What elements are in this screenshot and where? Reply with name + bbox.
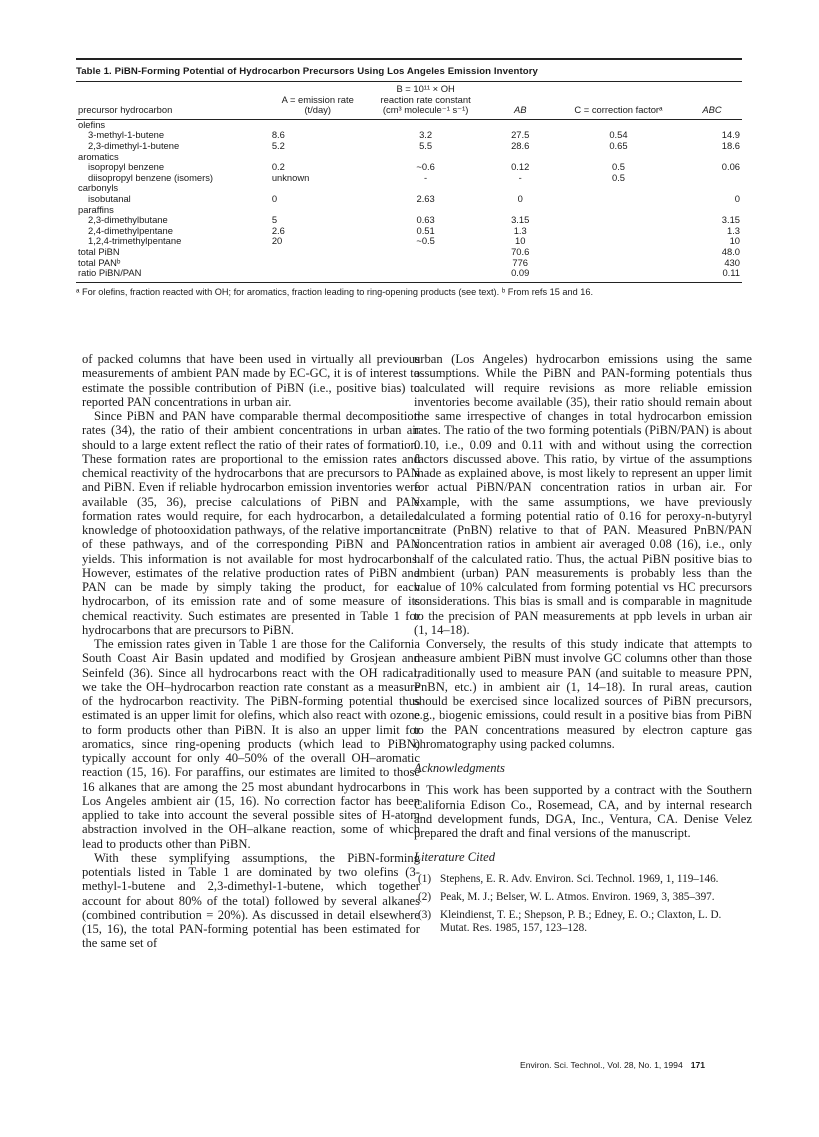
table-row (76, 258, 742, 269)
table-rows (76, 119, 742, 278)
header-b-line1: B = 10¹¹ × OH (396, 83, 455, 94)
cell-precursor: paraffins (78, 203, 114, 215)
table-row (76, 152, 742, 163)
cell-correction-factor (555, 183, 682, 194)
cell-precursor: 2,3-dimethyl-1-butene (88, 139, 180, 151)
cell-emission-rate (270, 183, 366, 194)
table-row (76, 183, 742, 194)
page-number: 171 (690, 1060, 706, 1070)
cell-ab: 10 (514, 235, 526, 247)
cell-emission-rate: 8.6 (271, 129, 285, 141)
left-column (82, 352, 420, 951)
header-correction-factor: C = correction factorᵃ (555, 82, 682, 119)
table-row (76, 247, 742, 258)
cell-emission-rate: 2.6 (271, 224, 285, 236)
cell-correction-factor (555, 226, 682, 237)
cell-abc (682, 183, 742, 194)
cell-abc: 18.6 (721, 139, 740, 151)
cell-ab: 776 (512, 256, 529, 268)
cell-abc: 0 (734, 192, 740, 204)
header-a-line2: (t/day) (304, 104, 332, 116)
cell-emission-rate: unknown (271, 171, 310, 183)
reference-list (414, 873, 752, 935)
journal-footer (520, 1060, 705, 1070)
cell-rate-constant: 2.63 (416, 192, 435, 204)
header-ab: AB (486, 82, 555, 119)
cell-rate-constant: ~0.6 (416, 161, 435, 173)
cell-correction-factor (555, 247, 682, 258)
cell-correction-factor (555, 194, 682, 205)
table-body (76, 82, 742, 279)
cell-correction-factor (555, 236, 682, 247)
cell-abc: 1.3 (726, 224, 740, 236)
header-b-line2: reaction rate constant (380, 93, 471, 105)
cell-ab: 1.3 (513, 224, 527, 236)
table-row (76, 205, 742, 216)
cell-correction-factor: 0.54 (609, 129, 628, 141)
cell-ab: 27.5 (511, 129, 530, 141)
cell-precursor: isobutanal (88, 192, 131, 204)
cell-precursor: total PANᵇ (78, 256, 121, 268)
left-paragraph-4: With these symplifying assumptions, the PiBN-forming potentials listed in Table 1 are dominated by two olefins (3-methyl-1-butene and 2,3-dimethyl-1-butene, which together account for about 80% of the total) followed by several alkanes (combined contribution = 20%). As discussed in detail elsewhere (15, 16), the total PAN-forming potential has been estimated for the same set of (82, 850, 420, 951)
right-column (414, 352, 752, 940)
table-row (76, 236, 742, 247)
reference-item (414, 891, 752, 904)
cell-ab: 3.15 (511, 214, 530, 226)
table-row (76, 119, 742, 130)
cell-abc: 0.06 (721, 161, 740, 173)
literature-heading: Literature Cited (414, 850, 496, 865)
cell-precursor: diisopropyl benzene (isomers) (88, 171, 214, 183)
cell-emission-rate (270, 268, 366, 279)
header-a-line1: A = emission rate (281, 93, 354, 105)
cell-abc: 48.0 (721, 245, 740, 257)
acknowledgments-text: This work has been supported by a contract with the Southern California Edison Co., Rosemead, CA, and by internal research and development funds, DGA, Inc., Ventura, CA. Denise Velez prepared the draft and final versions of the manuscript. (414, 783, 752, 840)
header-b-line3: (cm³ molecule⁻¹ s⁻¹) (382, 104, 469, 116)
cell-emission-rate: 0 (271, 192, 278, 204)
reference-item (414, 909, 752, 935)
header-abc: ABC (682, 82, 742, 119)
cell-rate-constant (366, 247, 486, 258)
header-emission-rate (270, 82, 366, 119)
cell-ab: 28.6 (511, 139, 530, 151)
cell-emission-rate: 20 (271, 235, 283, 247)
table-header-row (76, 82, 742, 119)
left-paragraph-3: The emission rates given in Table 1 are those for the California South Coast Air Basin updated and modified by Grosjean and Seinfeld (36). Since all hydrocarbons react with the OH radical, we take the OH–hydrocarbon reaction rate constant as a measure of the hydrocarbon reactivity. The PiBN-forming potential thus estimated is an upper limit for olefins, which also react with ozone to form products other than PiBN. It is also an upper limit for aromatics, since ring-opening products (which lead to PiBN) typically account for only 40–50% of the overall OH–aromatic reaction (15, 16). For paraffins, our estimates are limited to those 16 alkanes that are among the 25 most abundant hydrocarbons in Los Angeles ambient air (15, 16). No correction factor has been applied to take into account the several possible sites of H-atom abstraction involved in the OH–alkane reaction, some of which lead to products other than PiBN. (82, 637, 420, 851)
cell-rate-constant (366, 258, 486, 269)
table-1 (76, 58, 742, 297)
header-rate-constant (366, 82, 486, 119)
cell-ab: 70.6 (511, 245, 530, 257)
cell-abc: 3.15 (721, 214, 740, 226)
cell-precursor: carbonyls (78, 182, 119, 194)
cell-precursor: 2,4-dimethylpentane (88, 224, 173, 236)
cell-abc: 10 (729, 235, 740, 247)
table-row (76, 194, 742, 205)
cell-emission-rate (270, 258, 366, 269)
cell-precursor: 1,2,4-trimethylpentane (88, 235, 182, 247)
cell-correction-factor (555, 268, 682, 279)
reference-text: Kleindienst, T. E.; Shepson, P. B.; Edney, E. O.; Claxton, L. D. Mutat. Res. 1985, 157, 123–128. (440, 908, 722, 934)
cell-precursor: aromatics (78, 150, 119, 162)
cell-emission-rate (270, 247, 366, 258)
cell-correction-factor: 0.5 (611, 171, 625, 183)
reference-text: Peak, M. J.; Belser, W. L. Atmos. Environ. 1969, 3, 385–397. (440, 890, 715, 903)
left-paragraph-1: of packed columns that have been used in virtually all previous measurements of ambient PAN made by EC-GC, it is of interest to estimate the possible contribution of PiBN (i.e., positive bias) to reported PAN concentrations in urban air. (82, 352, 420, 409)
cell-emission-rate: 5 (271, 214, 278, 226)
cell-ab: - (518, 171, 522, 183)
table-footnote: ᵃ For olefins, fraction reacted with OH; for aromatics, fraction leading to ring-opening products (see text). ᵇ From refs 15 and 16. (76, 282, 742, 297)
cell-rate-constant (366, 268, 486, 279)
cell-abc: 0.11 (722, 267, 740, 279)
cell-rate-constant: 0.51 (416, 224, 435, 236)
acknowledgments-heading: Acknowledgments (414, 761, 505, 775)
right-paragraph-1: urban (Los Angeles) hydrocarbon emissions using the same assumptions. While the PiBN and PAN-forming potentials thus calculated will require revisions as more reliable emission inventories become available (35), their ratio should remain about the same irrespective of changes in total hydrocarbon emission rates. The ratio of the two forming potentials (PiBN/PAN) is about 0.10, i.e., 0.09 and 0.11 with and without using the correction factors discussed above. This ratio, by virtue of the assumptions made as explained above, is most likely to represent an upper limit for actual PiBN/PAN concentration ratios in urban air. For example, with the same assumptions, we have previously calculated a forming potential ratio of 0.16 for peroxy-n-butyryl nitrate (PnBN) relative to that of PAN. Measured PnBN/PAN concentration ratios in ambient air averaged 0.08 (16), i.e., only half of the calculated ratio. Thus, the actual PiBN positive bias to ambient (urban) PAN measurements is probably less than the value of 10% calculated from forming potential vs HC precursors considerations. This bias is small and is comparable in magnitude to the precision of PAN measurements at ppb levels in urban air (1, 14–18). (414, 352, 752, 637)
table-row (76, 268, 742, 279)
cell-emission-rate (270, 205, 366, 216)
cell-correction-factor (555, 258, 682, 269)
cell-emission-rate: 5.2 (271, 139, 285, 151)
cell-precursor: total PiBN (78, 245, 120, 257)
cell-emission-rate: 0.2 (271, 161, 285, 173)
reference-number: (3) (418, 908, 432, 921)
reference-number: (1) (418, 872, 432, 885)
right-paragraph-2: Conversely, the results of this study indicate that attempts to measure ambient PiBN must involve GC columns other than those traditionally used to measure PAN (and suitable to measure PPN, PnBN, etc.) in ambient air (1, 14–18). In rural areas, caution should be exercised since localized sources of PiBN precursors, e.g., biogenic emissions, could result in a positive bias from PiBN to the PAN concentrations measured by electron capture gas chromatography using packed columns. (414, 637, 752, 751)
table-row (76, 215, 742, 226)
cell-correction-factor: 0.5 (611, 161, 625, 173)
cell-rate-constant: 0.63 (416, 214, 435, 226)
cell-precursor: 3-methyl-1-butene (88, 129, 165, 141)
cell-precursor: olefins (78, 118, 106, 130)
cell-ab: 0.12 (511, 161, 530, 173)
cell-abc: 430 (724, 256, 740, 268)
cell-ab: 0.09 (511, 267, 530, 279)
left-paragraph-2: Since PiBN and PAN have comparable thermal decomposition rates (34), the ratio of their ambient concentrations in urban air should to a large extent reflect the ratio of their rates of formation. These formation rates are proportional to the emission rates and chemical reactivity of the hydrocarbons that are precursors to PAN and PiBN. Even if reliable hydrocarbon emission inventories were available (35, 36), precise calculations of PiBN and PAN formation rates would require, for each hydrocarbon, a detailed knowledge of photooxidation pathways, of the relative importance of these pathways, and of the corresponding PiBN and PAN yields. This information is not available for most hydrocarbons. However, estimates of the relative production rates of PiBN and PAN can be made by simply taking the product, for each hydrocarbon, of its emission rate and of some measure of its chemical reactivity. Such estimates are presented in Table 1 for hydrocarbons that are precursors to PiBN. (82, 409, 420, 637)
table-top-rule (76, 58, 742, 60)
cell-rate-constant: 3.2 (419, 129, 433, 141)
cell-ab: 0 (517, 192, 523, 204)
cell-precursor: ratio PiBN/PAN (78, 267, 142, 279)
cell-rate-constant: - (424, 171, 428, 183)
cell-precursor: 2,3-dimethylbutane (88, 214, 168, 226)
cell-rate-constant: 5.5 (419, 139, 433, 151)
cell-precursor: isopropyl benzene (88, 161, 165, 173)
reference-item (414, 873, 752, 886)
table-row (76, 173, 742, 184)
table-row (76, 141, 742, 152)
journal-citation: Environ. Sci. Technol., Vol. 28, No. 1, 1994 (520, 1060, 683, 1070)
cell-rate-constant: ~0.5 (416, 235, 435, 247)
reference-number: (2) (418, 890, 432, 903)
table-caption: Table 1. PiBN-Forming Potential of Hydrocarbon Precursors Using Los Angeles Emission Inventory (76, 66, 538, 77)
cell-abc: 14.9 (721, 129, 740, 141)
reference-text: Stephens, E. R. Adv. Environ. Sci. Technol. 1969, 1, 119–146. (440, 872, 719, 885)
cell-correction-factor (555, 215, 682, 226)
cell-correction-factor: 0.65 (609, 139, 628, 151)
header-precursor: precursor hydrocarbon (76, 82, 270, 119)
cell-abc (682, 173, 742, 184)
cell-correction-factor (555, 205, 682, 216)
